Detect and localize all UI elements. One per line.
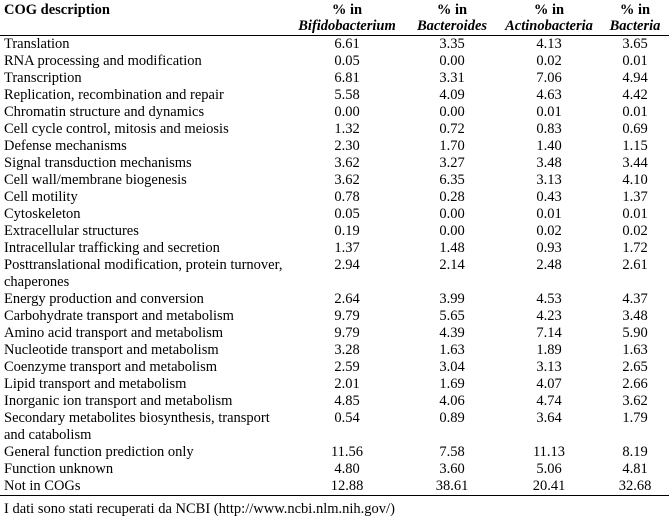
cell-bacteroides: 0.89 <box>439 410 465 426</box>
cell-bacteria: 4.37 <box>622 291 648 307</box>
table-row <box>0 393 669 410</box>
header-organism: Bacteria <box>609 18 661 34</box>
cell-bifidobacterium: 3.28 <box>334 342 360 358</box>
table-body <box>0 36 669 496</box>
cell-bacteria: 3.44 <box>622 155 648 171</box>
table-row <box>0 206 669 223</box>
cell-bifidobacterium: 0.78 <box>334 189 360 205</box>
header-prefix: % in <box>436 2 468 18</box>
cell-bacteria: 0.01 <box>622 104 648 120</box>
cell-bifidobacterium: 2.94 <box>334 257 360 273</box>
cell-description: Replication, recombination and repair <box>4 87 224 103</box>
cell-bacteria: 4.81 <box>622 461 648 477</box>
table-header <box>0 2 669 36</box>
cell-bacteroides: 3.04 <box>439 359 465 375</box>
table-row <box>0 325 669 342</box>
cell-bacteroides: 3.27 <box>439 155 465 171</box>
cell-description: Inorganic ion transport and metabolism <box>4 393 233 409</box>
cell-actinobacteria: 3.13 <box>536 359 562 375</box>
header-prefix: % in <box>619 2 651 18</box>
header-organism: Bifidobacterium <box>298 18 396 34</box>
cell-bacteroides: 0.00 <box>439 223 465 239</box>
cell-bifidobacterium: 6.81 <box>334 70 360 86</box>
cell-bacteria: 0.01 <box>622 206 648 222</box>
cell-bifidobacterium: 12.88 <box>287 478 407 496</box>
table-row <box>0 121 669 138</box>
cell-actinobacteria: 2.48 <box>536 257 562 273</box>
cell-description: Secondary metabolites biosynthesis, transport and catabolism <box>4 410 270 443</box>
table-row <box>0 36 669 54</box>
table-row <box>0 189 669 206</box>
cell-actinobacteria: 4.74 <box>536 393 562 409</box>
table-row <box>0 478 669 496</box>
cell-bifidobacterium: 0.05 <box>334 206 360 222</box>
header-actinobacteria <box>497 2 601 36</box>
cell-actinobacteria: 4.07 <box>536 376 562 392</box>
cell-description: Cell wall/membrane biogenesis <box>4 172 187 188</box>
cell-bifidobacterium: 9.79 <box>334 308 360 324</box>
cell-description: Signal transduction mechanisms <box>4 155 192 171</box>
cell-bacteroides: 0.00 <box>439 104 465 120</box>
table-row <box>0 291 669 308</box>
cell-bacteria: 4.42 <box>622 87 648 103</box>
cell-bacteria: 32.68 <box>601 478 669 496</box>
cell-bacteria: 2.66 <box>622 376 648 392</box>
cell-bifidobacterium: 4.80 <box>334 461 360 477</box>
cell-bacteria: 8.19 <box>622 444 648 460</box>
cell-bacteroides: 0.00 <box>439 206 465 222</box>
cell-bacteroides: 1.70 <box>439 138 465 154</box>
table-row <box>0 223 669 240</box>
cell-description: Intracellular trafficking and secretion <box>4 240 220 256</box>
cell-description: Amino acid transport and metabolism <box>4 325 224 341</box>
cell-actinobacteria: 7.06 <box>536 70 562 86</box>
cell-bacteria: 0.69 <box>622 121 648 137</box>
cell-bacteroides: 3.99 <box>439 291 465 307</box>
cell-bacteria: 1.15 <box>622 138 648 154</box>
cell-bacteria: 2.65 <box>622 359 648 375</box>
header-bacteria <box>601 2 669 36</box>
cell-actinobacteria: 0.02 <box>536 53 562 69</box>
cell-description: Extracellular structures <box>4 223 139 239</box>
cell-actinobacteria: 3.13 <box>536 172 562 188</box>
cell-bifidobacterium: 2.30 <box>334 138 360 154</box>
cell-bifidobacterium: 5.58 <box>334 87 360 103</box>
table-row <box>0 342 669 359</box>
cell-actinobacteria: 4.23 <box>536 308 562 324</box>
cell-actinobacteria: 1.40 <box>536 138 562 154</box>
table-row <box>0 376 669 393</box>
cell-bacteroides: 4.09 <box>439 87 465 103</box>
table-row <box>0 172 669 189</box>
cell-bacteroides: 4.39 <box>439 325 465 341</box>
table-row <box>0 87 669 104</box>
footnote: I dati sono stati recuperati da NCBI (http://www.ncbi.nlm.nih.gov/) <box>4 501 395 517</box>
cell-actinobacteria: 0.02 <box>536 223 562 239</box>
cell-bacteria: 4.10 <box>622 172 648 188</box>
cell-bacteroides: 38.61 <box>407 478 497 496</box>
cell-bacteroides: 6.35 <box>439 172 465 188</box>
cell-actinobacteria: 4.53 <box>536 291 562 307</box>
cell-bacteroides: 0.28 <box>439 189 465 205</box>
table-row <box>0 155 669 172</box>
cell-actinobacteria: 4.63 <box>536 87 562 103</box>
cell-actinobacteria: 0.01 <box>536 206 562 222</box>
cell-description: Cell cycle control, mitosis and meiosis <box>4 121 229 137</box>
cell-bifidobacterium: 0.05 <box>334 53 360 69</box>
cell-bacteria: 1.79 <box>622 410 648 426</box>
cell-bifidobacterium: 9.79 <box>334 325 360 341</box>
cell-bifidobacterium: 0.19 <box>334 223 360 239</box>
cell-actinobacteria: 0.01 <box>536 104 562 120</box>
cell-bifidobacterium: 2.01 <box>334 376 360 392</box>
cell-actinobacteria: 5.06 <box>536 461 562 477</box>
cell-bacteria: 3.65 <box>622 36 648 52</box>
cell-bifidobacterium: 2.64 <box>334 291 360 307</box>
cell-actinobacteria: 11.13 <box>532 444 566 460</box>
cell-bifidobacterium: 2.59 <box>334 359 360 375</box>
table-row <box>0 104 669 121</box>
table-row <box>0 444 669 461</box>
cell-bacteria: 2.61 <box>622 257 648 273</box>
cell-bifidobacterium: 0.54 <box>334 410 360 426</box>
table-row <box>0 240 669 257</box>
cell-description: Translation <box>4 36 70 52</box>
cell-actinobacteria: 1.89 <box>536 342 562 358</box>
cell-bacteria: 5.90 <box>622 325 648 341</box>
header-organism: Bacteroides <box>416 18 488 34</box>
cell-bacteria: 3.48 <box>622 308 648 324</box>
cell-actinobacteria: 20.41 <box>497 478 601 496</box>
header-prefix: % in <box>331 2 363 18</box>
cell-description: Chromatin structure and dynamics <box>4 104 205 120</box>
cell-actinobacteria: 3.64 <box>536 410 562 426</box>
header-bacteroides <box>407 2 497 36</box>
cell-description: Carbohydrate transport and metabolism <box>4 308 234 324</box>
cell-actinobacteria: 3.48 <box>536 155 562 171</box>
cell-bifidobacterium: 0.00 <box>334 104 360 120</box>
cell-bacteria: 1.37 <box>622 189 648 205</box>
table-row <box>0 53 669 70</box>
cell-description: Posttranslational modification, protein turnover, chaperones <box>4 257 283 290</box>
header-prefix: % in <box>533 2 565 18</box>
table-row <box>0 461 669 478</box>
cell-bifidobacterium: 3.62 <box>334 172 360 188</box>
cell-bacteroides: 1.69 <box>439 376 465 392</box>
cell-bacteria: 1.72 <box>622 240 648 256</box>
cell-bacteroides: 2.14 <box>439 257 465 273</box>
cell-description: Function unknown <box>4 461 114 477</box>
table-row <box>0 359 669 376</box>
cell-actinobacteria: 7.14 <box>536 325 562 341</box>
cell-bacteria: 4.94 <box>622 70 648 86</box>
cell-description: Defense mechanisms <box>4 138 127 154</box>
table-row <box>0 70 669 87</box>
cell-description: Transcription <box>4 70 82 86</box>
cog-table <box>0 2 669 496</box>
cell-bacteroides: 3.35 <box>439 36 465 52</box>
cell-bifidobacterium: 3.62 <box>334 155 360 171</box>
cell-bacteria: 0.02 <box>622 223 648 239</box>
cell-bacteroides: 0.72 <box>439 121 465 137</box>
cell-description: Coenzyme transport and metabolism <box>4 359 218 375</box>
cell-description: Nucleotide transport and metabolism <box>4 342 219 358</box>
cell-actinobacteria: 4.13 <box>536 36 562 52</box>
cell-bacteria: 1.63 <box>622 342 648 358</box>
cell-description: Lipid transport and metabolism <box>4 376 187 392</box>
cell-bacteroides: 4.06 <box>439 393 465 409</box>
header-bifidobacterium <box>287 2 407 36</box>
table-row <box>0 410 669 444</box>
table-row <box>0 138 669 155</box>
cell-bacteroides: 1.63 <box>439 342 465 358</box>
table-row <box>0 257 669 291</box>
cell-bacteria: 3.62 <box>622 393 648 409</box>
cell-description: Not in COGs <box>0 478 287 496</box>
table-row <box>0 308 669 325</box>
cell-bacteroides: 0.00 <box>439 53 465 69</box>
cell-bifidobacterium: 4.85 <box>334 393 360 409</box>
cell-description: Cytoskeleton <box>4 206 81 222</box>
cell-actinobacteria: 0.83 <box>536 121 562 137</box>
header-cog-description: COG description <box>4 2 110 18</box>
cell-actinobacteria: 0.93 <box>536 240 562 256</box>
header-organism: Actinobacteria <box>505 18 593 34</box>
cell-bacteroides: 5.65 <box>439 308 465 324</box>
cell-description: RNA processing and modification <box>4 53 202 69</box>
cell-bifidobacterium: 11.56 <box>330 444 364 460</box>
cell-bacteroides: 1.48 <box>439 240 465 256</box>
cell-description: Energy production and conversion <box>4 291 204 307</box>
cell-bacteria: 0.01 <box>622 53 648 69</box>
cell-description: General function prediction only <box>4 444 194 460</box>
cell-bifidobacterium: 6.61 <box>334 36 360 52</box>
cell-bacteroides: 3.60 <box>439 461 465 477</box>
cell-bacteroides: 7.58 <box>439 444 465 460</box>
cell-bifidobacterium: 1.32 <box>334 121 360 137</box>
cell-bifidobacterium: 1.37 <box>334 240 360 256</box>
cell-actinobacteria: 0.43 <box>536 189 562 205</box>
cell-bacteroides: 3.31 <box>439 70 465 86</box>
cell-description: Cell motility <box>4 189 78 205</box>
